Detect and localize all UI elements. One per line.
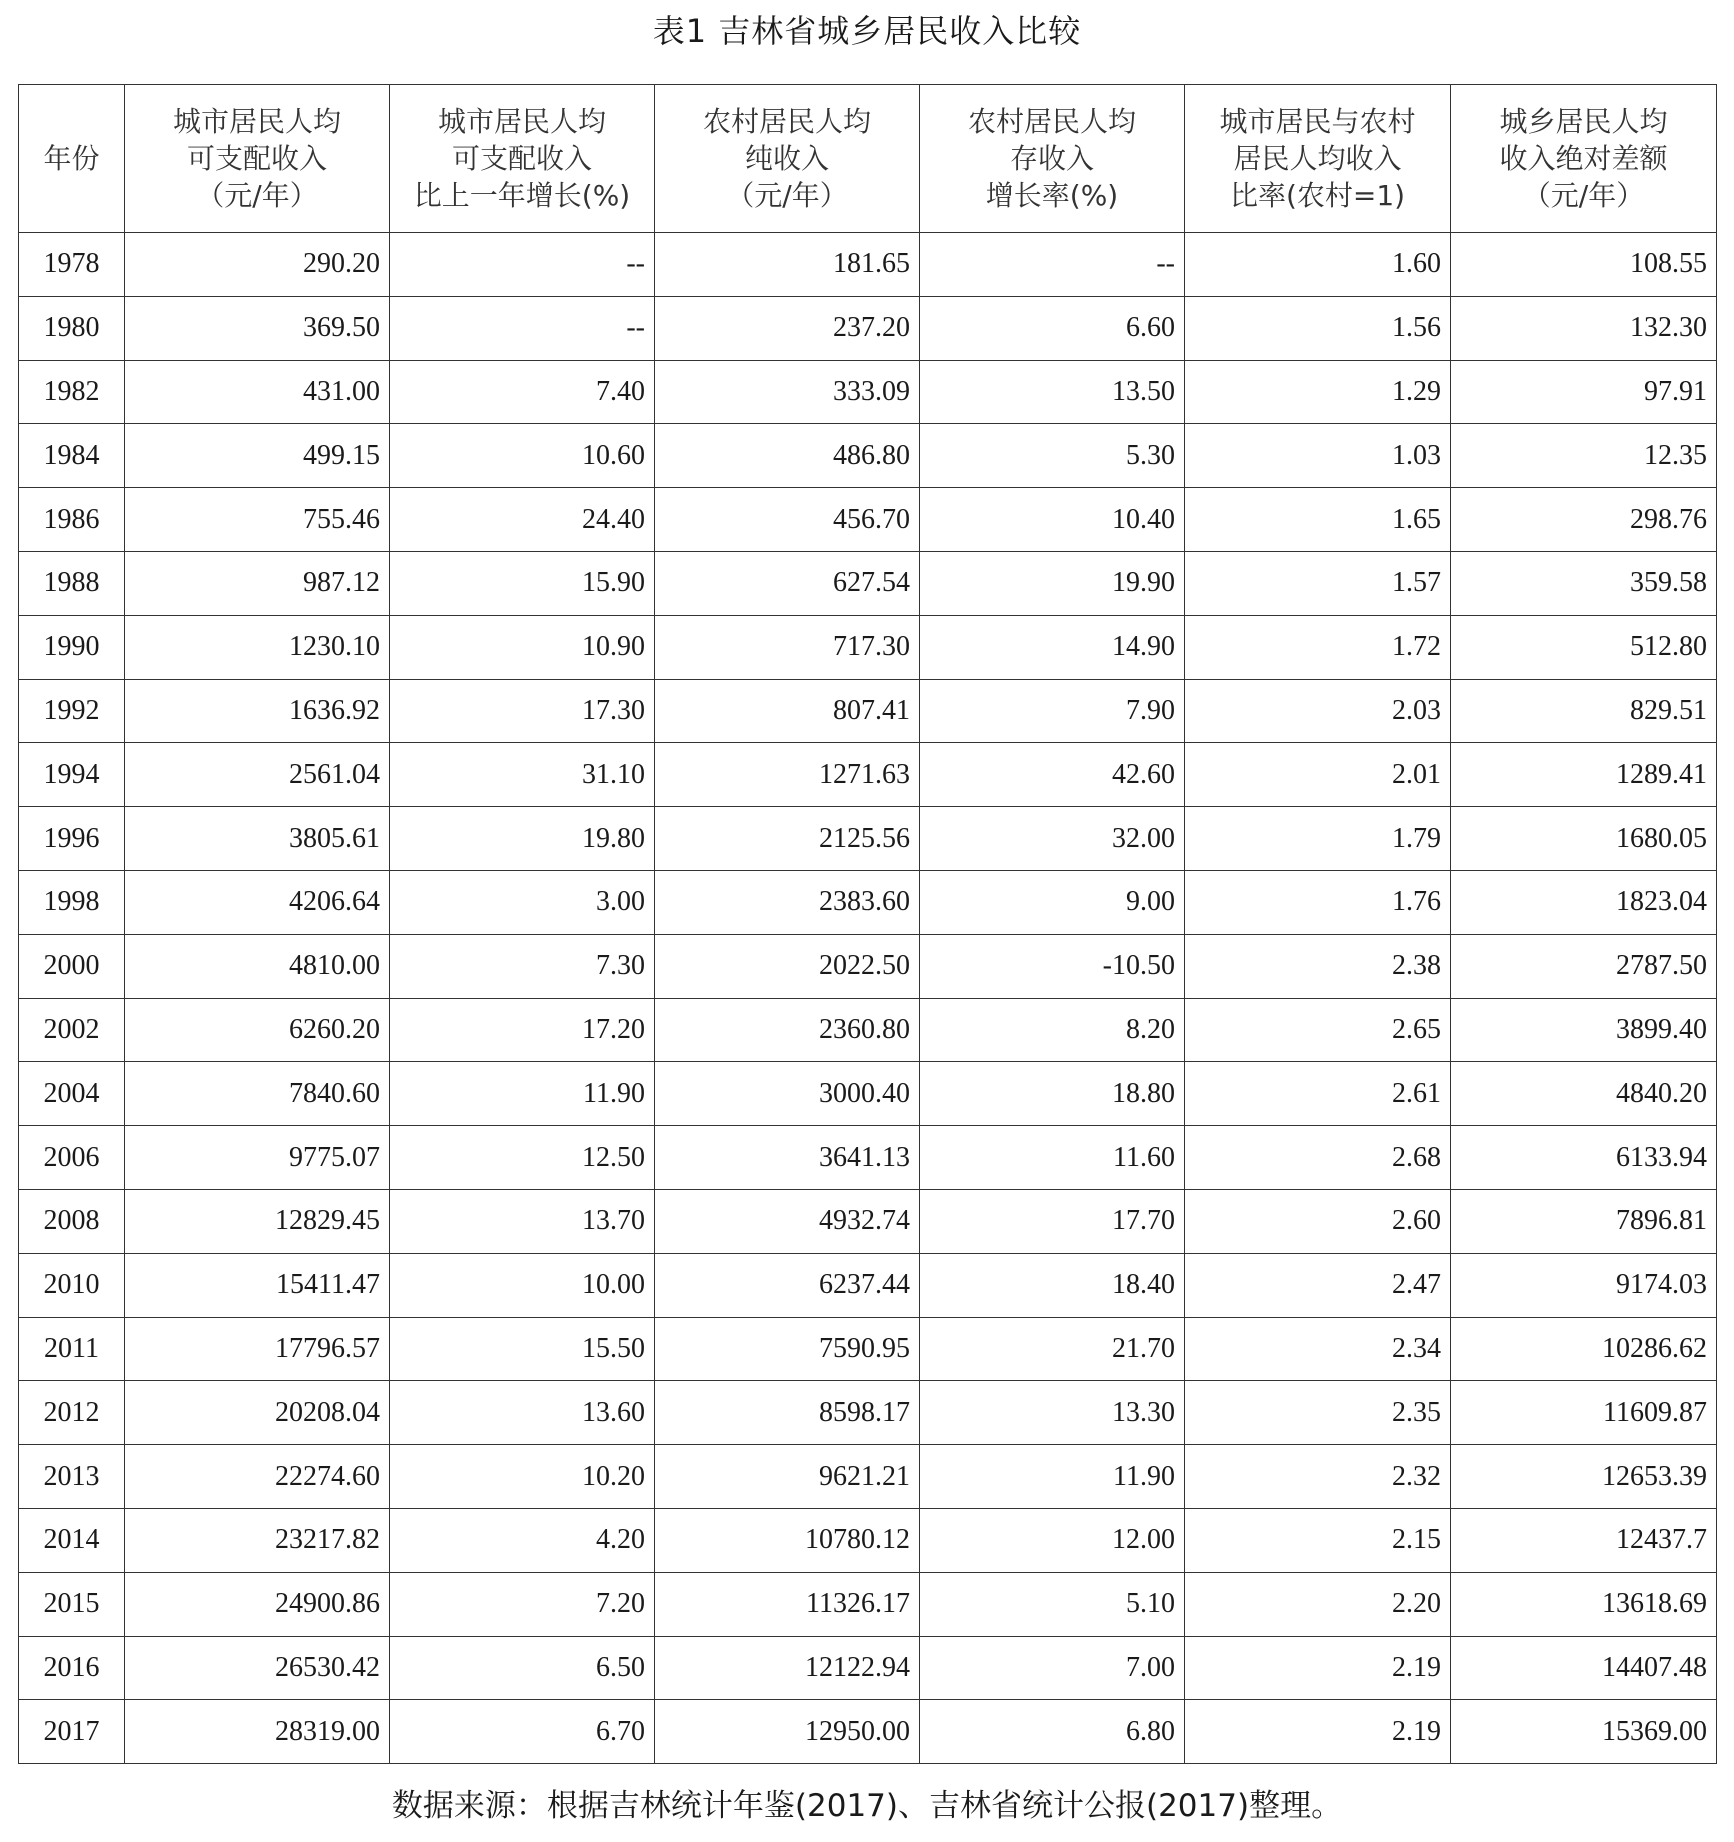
cell-income-gap: 9174.03 — [1451, 1253, 1717, 1317]
cell-urban-growth: 13.60 — [390, 1381, 655, 1445]
cell-rural-growth: 11.60 — [920, 1126, 1185, 1190]
cell-urban-income: 20208.04 — [125, 1381, 390, 1445]
table-row — [19, 1317, 1717, 1381]
cell-urban-income: 12829.45 — [125, 1189, 390, 1253]
cell-income-ratio: 1.57 — [1185, 551, 1451, 615]
cell-income-ratio: 2.34 — [1185, 1317, 1451, 1381]
cell-rural-growth: 6.60 — [920, 296, 1185, 360]
table-row — [19, 1636, 1717, 1700]
cell-rural-growth: 5.10 — [920, 1572, 1185, 1636]
cell-urban-income: 23217.82 — [125, 1508, 390, 1572]
cell-income-ratio: 2.19 — [1185, 1636, 1451, 1700]
cell-year: 2004 — [19, 1062, 125, 1126]
table-body — [19, 233, 1717, 1764]
cell-urban-growth: 10.20 — [390, 1445, 655, 1509]
cell-urban-growth: 6.70 — [390, 1700, 655, 1764]
cell-income-gap: 13618.69 — [1451, 1572, 1717, 1636]
cell-urban-growth: 10.60 — [390, 424, 655, 488]
cell-rural-growth: 6.80 — [920, 1700, 1185, 1764]
cell-income-gap: 1289.41 — [1451, 743, 1717, 807]
cell-income-ratio: 2.68 — [1185, 1126, 1451, 1190]
cell-urban-income: 4810.00 — [125, 934, 390, 998]
cell-urban-income: 1636.92 — [125, 679, 390, 743]
cell-year: 2002 — [19, 998, 125, 1062]
cell-rural-growth: 32.00 — [920, 807, 1185, 871]
cell-rural-income: 12950.00 — [655, 1700, 920, 1764]
cell-income-gap: 512.80 — [1451, 615, 1717, 679]
header-rural-income: 农村居民人均 纯收入 （元/年） — [655, 85, 920, 233]
cell-income-ratio: 2.01 — [1185, 743, 1451, 807]
cell-urban-income: 7840.60 — [125, 1062, 390, 1126]
cell-rural-income: 181.65 — [655, 233, 920, 297]
cell-urban-growth: -- — [390, 296, 655, 360]
cell-rural-growth: 17.70 — [920, 1189, 1185, 1253]
cell-income-gap: 3899.40 — [1451, 998, 1717, 1062]
cell-income-ratio: 2.19 — [1185, 1700, 1451, 1764]
cell-rural-growth: 42.60 — [920, 743, 1185, 807]
cell-income-gap: 4840.20 — [1451, 1062, 1717, 1126]
cell-urban-growth: 31.10 — [390, 743, 655, 807]
cell-year: 1992 — [19, 679, 125, 743]
table-row — [19, 233, 1717, 297]
cell-rural-growth: 8.20 — [920, 998, 1185, 1062]
cell-rural-income: 9621.21 — [655, 1445, 920, 1509]
table-row — [19, 1381, 1717, 1445]
cell-year: 1978 — [19, 233, 125, 297]
table-row — [19, 1508, 1717, 1572]
cell-income-ratio: 2.20 — [1185, 1572, 1451, 1636]
header-rural-growth: 农村居民人均 存收入 增长率(%) — [920, 85, 1185, 233]
table-row — [19, 424, 1717, 488]
table-row — [19, 1445, 1717, 1509]
cell-year: 2017 — [19, 1700, 125, 1764]
income-comparison-table — [18, 84, 1717, 1764]
cell-rural-growth: 13.30 — [920, 1381, 1185, 1445]
cell-rural-income: 486.80 — [655, 424, 920, 488]
cell-urban-growth: 24.40 — [390, 488, 655, 552]
cell-rural-growth: 9.00 — [920, 870, 1185, 934]
cell-income-gap: 1680.05 — [1451, 807, 1717, 871]
cell-rural-growth: 18.40 — [920, 1253, 1185, 1317]
cell-rural-income: 717.30 — [655, 615, 920, 679]
cell-income-gap: 97.91 — [1451, 360, 1717, 424]
cell-year: 1982 — [19, 360, 125, 424]
cell-income-gap: 6133.94 — [1451, 1126, 1717, 1190]
cell-rural-growth: 13.50 — [920, 360, 1185, 424]
cell-rural-income: 627.54 — [655, 551, 920, 615]
cell-rural-income: 3000.40 — [655, 1062, 920, 1126]
cell-year: 1998 — [19, 870, 125, 934]
data-source-note: 数据来源：根据吉林统计年鉴(2017)、吉林省统计公报(2017)整理。 — [391, 1788, 1343, 1824]
cell-year: 2008 — [19, 1189, 125, 1253]
cell-income-gap: 11609.87 — [1451, 1381, 1717, 1445]
cell-income-ratio: 2.65 — [1185, 998, 1451, 1062]
cell-income-gap: 2787.50 — [1451, 934, 1717, 998]
cell-income-ratio: 2.32 — [1185, 1445, 1451, 1509]
cell-urban-growth: 6.50 — [390, 1636, 655, 1700]
cell-rural-income: 456.70 — [655, 488, 920, 552]
cell-rural-income: 10780.12 — [655, 1508, 920, 1572]
cell-rural-income: 12122.94 — [655, 1636, 920, 1700]
cell-rural-growth: 7.00 — [920, 1636, 1185, 1700]
cell-urban-growth: 7.20 — [390, 1572, 655, 1636]
cell-year: 1988 — [19, 551, 125, 615]
cell-urban-growth: 10.00 — [390, 1253, 655, 1317]
cell-year: 2006 — [19, 1126, 125, 1190]
cell-income-ratio: 1.76 — [1185, 870, 1451, 934]
cell-urban-income: 987.12 — [125, 551, 390, 615]
cell-income-ratio: 2.38 — [1185, 934, 1451, 998]
cell-year: 2000 — [19, 934, 125, 998]
cell-income-gap: 12.35 — [1451, 424, 1717, 488]
cell-year: 2013 — [19, 1445, 125, 1509]
header-urban-income: 城市居民人均 可支配收入 （元/年） — [125, 85, 390, 233]
cell-rural-income: 2383.60 — [655, 870, 920, 934]
table-row — [19, 360, 1717, 424]
cell-rural-growth: -10.50 — [920, 934, 1185, 998]
cell-urban-income: 28319.00 — [125, 1700, 390, 1764]
cell-urban-growth: 10.90 — [390, 615, 655, 679]
cell-urban-income: 6260.20 — [125, 998, 390, 1062]
table-row — [19, 551, 1717, 615]
cell-income-gap: 108.55 — [1451, 233, 1717, 297]
cell-urban-income: 3805.61 — [125, 807, 390, 871]
cell-year: 2016 — [19, 1636, 125, 1700]
cell-year: 2015 — [19, 1572, 125, 1636]
cell-year: 1994 — [19, 743, 125, 807]
cell-urban-income: 4206.64 — [125, 870, 390, 934]
cell-rural-growth: 21.70 — [920, 1317, 1185, 1381]
cell-income-ratio: 2.03 — [1185, 679, 1451, 743]
table-row — [19, 934, 1717, 998]
cell-rural-income: 8598.17 — [655, 1381, 920, 1445]
cell-urban-growth: 7.30 — [390, 934, 655, 998]
header-urban-growth: 城市居民人均 可支配收入 比上一年增长(%) — [390, 85, 655, 233]
cell-urban-growth: 15.50 — [390, 1317, 655, 1381]
cell-rural-growth: 7.90 — [920, 679, 1185, 743]
cell-year: 2010 — [19, 1253, 125, 1317]
table-row — [19, 296, 1717, 360]
cell-income-ratio: 2.15 — [1185, 1508, 1451, 1572]
cell-year: 1996 — [19, 807, 125, 871]
cell-urban-income: 2561.04 — [125, 743, 390, 807]
cell-income-ratio: 1.56 — [1185, 296, 1451, 360]
cell-urban-income: 9775.07 — [125, 1126, 390, 1190]
cell-income-ratio: 1.65 — [1185, 488, 1451, 552]
cell-income-ratio: 1.72 — [1185, 615, 1451, 679]
cell-urban-income: 24900.86 — [125, 1572, 390, 1636]
cell-urban-income: 22274.60 — [125, 1445, 390, 1509]
cell-urban-income: 755.46 — [125, 488, 390, 552]
table-row — [19, 998, 1717, 1062]
cell-year: 1990 — [19, 615, 125, 679]
header-income-gap: 城乡居民人均 收入绝对差额 （元/年） — [1451, 85, 1717, 233]
cell-year: 1986 — [19, 488, 125, 552]
cell-urban-income: 369.50 — [125, 296, 390, 360]
cell-year: 2014 — [19, 1508, 125, 1572]
cell-urban-growth: 11.90 — [390, 1062, 655, 1126]
cell-urban-growth: 7.40 — [390, 360, 655, 424]
cell-rural-growth: -- — [920, 233, 1185, 297]
cell-rural-income: 6237.44 — [655, 1253, 920, 1317]
cell-rural-income: 4932.74 — [655, 1189, 920, 1253]
cell-income-gap: 829.51 — [1451, 679, 1717, 743]
cell-income-gap: 12437.7 — [1451, 1508, 1717, 1572]
cell-urban-growth: -- — [390, 233, 655, 297]
cell-rural-income: 2022.50 — [655, 934, 920, 998]
cell-year: 2012 — [19, 1381, 125, 1445]
cell-rural-income: 333.09 — [655, 360, 920, 424]
cell-income-ratio: 2.60 — [1185, 1189, 1451, 1253]
cell-income-gap: 298.76 — [1451, 488, 1717, 552]
table-row — [19, 615, 1717, 679]
cell-urban-income: 499.15 — [125, 424, 390, 488]
cell-urban-income: 290.20 — [125, 233, 390, 297]
cell-rural-income: 3641.13 — [655, 1126, 920, 1190]
cell-urban-growth: 15.90 — [390, 551, 655, 615]
cell-urban-income: 17796.57 — [125, 1317, 390, 1381]
cell-urban-income: 431.00 — [125, 360, 390, 424]
table-row — [19, 807, 1717, 871]
cell-income-ratio: 2.61 — [1185, 1062, 1451, 1126]
cell-income-ratio: 1.03 — [1185, 424, 1451, 488]
cell-rural-income: 2360.80 — [655, 998, 920, 1062]
header-income-ratio: 城市居民与农村 居民人均收入 比率(农村=1) — [1185, 85, 1451, 233]
cell-rural-growth: 14.90 — [920, 615, 1185, 679]
cell-income-ratio: 2.35 — [1185, 1381, 1451, 1445]
cell-urban-income: 1230.10 — [125, 615, 390, 679]
cell-income-gap: 7896.81 — [1451, 1189, 1717, 1253]
table-row — [19, 743, 1717, 807]
cell-income-gap: 1823.04 — [1451, 870, 1717, 934]
cell-year: 1984 — [19, 424, 125, 488]
table-row — [19, 1572, 1717, 1636]
cell-rural-income: 7590.95 — [655, 1317, 920, 1381]
cell-income-ratio: 1.29 — [1185, 360, 1451, 424]
header-row — [19, 85, 1717, 233]
cell-income-ratio: 1.79 — [1185, 807, 1451, 871]
cell-urban-growth: 19.80 — [390, 807, 655, 871]
table-row — [19, 488, 1717, 552]
cell-income-gap: 15369.00 — [1451, 1700, 1717, 1764]
cell-rural-growth: 12.00 — [920, 1508, 1185, 1572]
cell-rural-growth: 11.90 — [920, 1445, 1185, 1509]
cell-urban-growth: 4.20 — [390, 1508, 655, 1572]
table-row — [19, 1062, 1717, 1126]
header-year: 年份 — [19, 85, 125, 233]
table-row — [19, 1700, 1717, 1764]
cell-income-gap: 10286.62 — [1451, 1317, 1717, 1381]
cell-urban-growth: 13.70 — [390, 1189, 655, 1253]
cell-income-gap: 359.58 — [1451, 551, 1717, 615]
table-row — [19, 1126, 1717, 1190]
table-row — [19, 870, 1717, 934]
cell-year: 2011 — [19, 1317, 125, 1381]
cell-income-gap: 14407.48 — [1451, 1636, 1717, 1700]
cell-urban-income: 15411.47 — [125, 1253, 390, 1317]
cell-rural-income: 2125.56 — [655, 807, 920, 871]
cell-income-gap: 132.30 — [1451, 296, 1717, 360]
table-row — [19, 1189, 1717, 1253]
cell-year: 1980 — [19, 296, 125, 360]
cell-urban-income: 26530.42 — [125, 1636, 390, 1700]
cell-rural-growth: 19.90 — [920, 551, 1185, 615]
table-title: 表1 吉林省城乡居民收入比较 — [652, 12, 1082, 50]
table-row — [19, 679, 1717, 743]
cell-rural-growth: 10.40 — [920, 488, 1185, 552]
cell-rural-income: 237.20 — [655, 296, 920, 360]
cell-income-ratio: 1.60 — [1185, 233, 1451, 297]
cell-income-gap: 12653.39 — [1451, 1445, 1717, 1509]
cell-rural-growth: 18.80 — [920, 1062, 1185, 1126]
cell-urban-growth: 17.20 — [390, 998, 655, 1062]
cell-urban-growth: 3.00 — [390, 870, 655, 934]
cell-urban-growth: 17.30 — [390, 679, 655, 743]
cell-rural-income: 11326.17 — [655, 1572, 920, 1636]
table-row — [19, 1253, 1717, 1317]
cell-rural-income: 807.41 — [655, 679, 920, 743]
cell-rural-growth: 5.30 — [920, 424, 1185, 488]
cell-urban-growth: 12.50 — [390, 1126, 655, 1190]
cell-income-ratio: 2.47 — [1185, 1253, 1451, 1317]
cell-rural-income: 1271.63 — [655, 743, 920, 807]
